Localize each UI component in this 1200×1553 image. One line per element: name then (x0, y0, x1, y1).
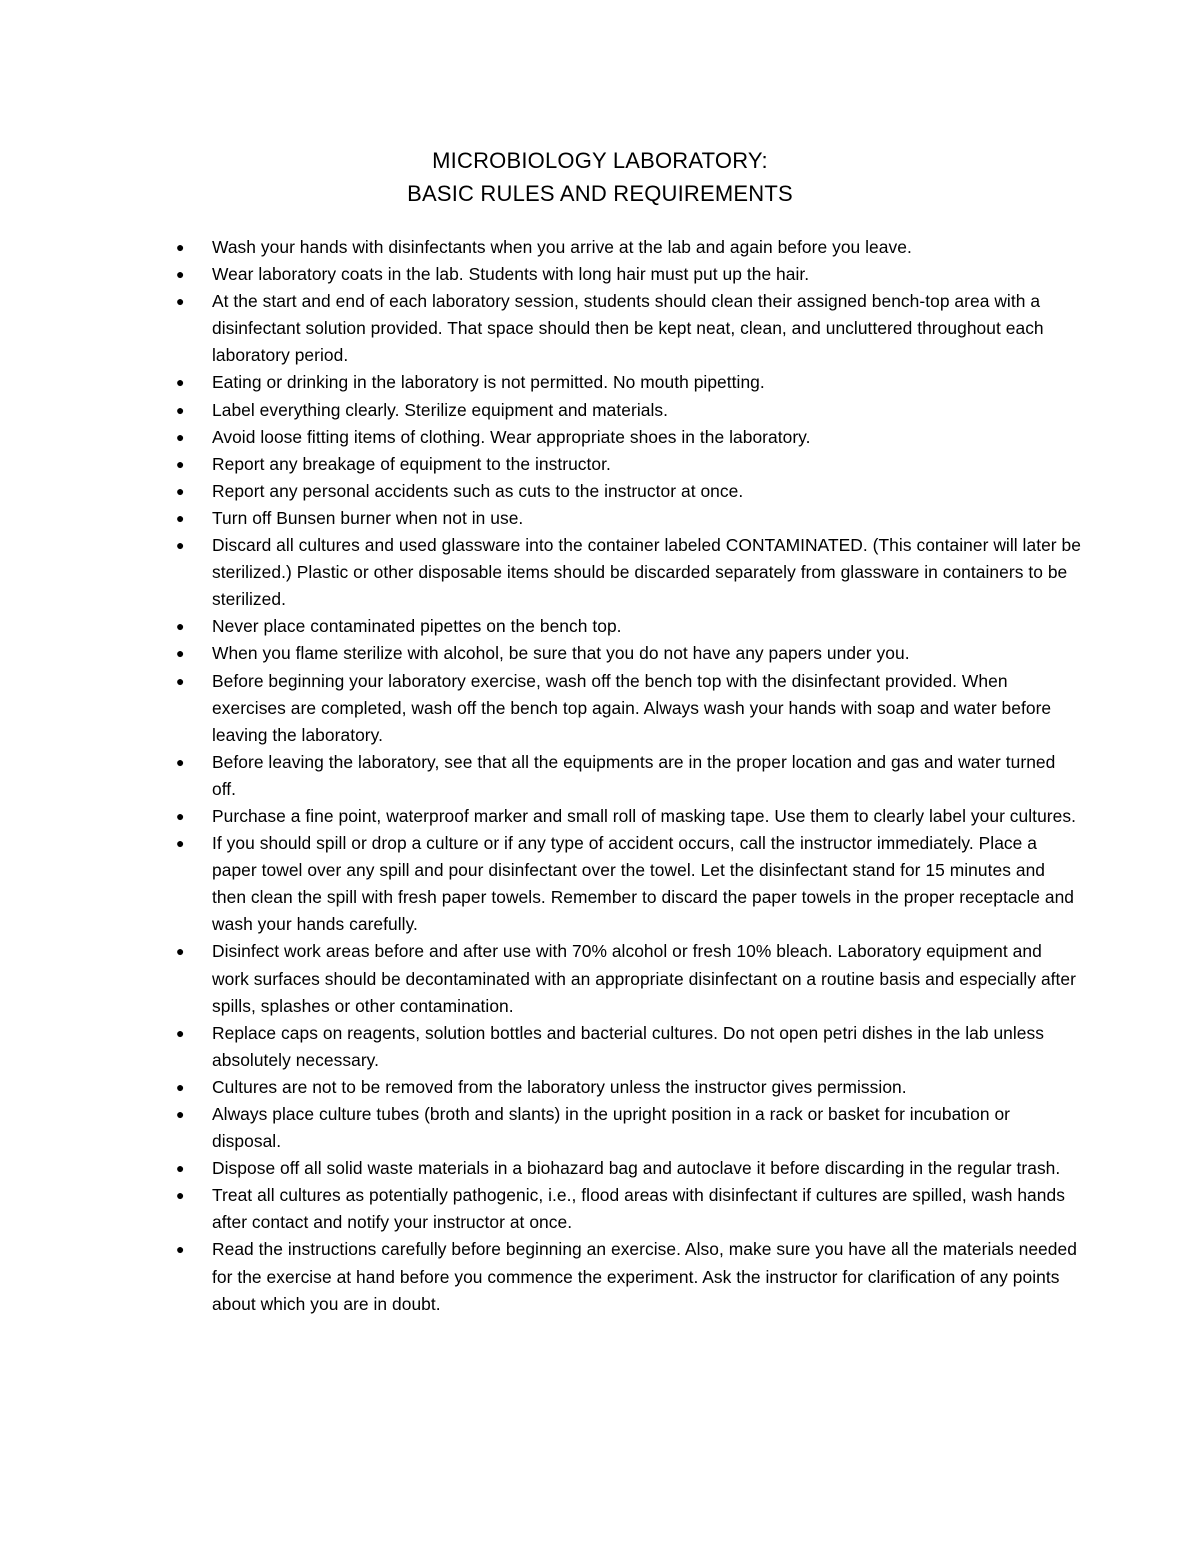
rule-text: Wash your hands with disinfectants when you arrive at the lab and again before you leave. (212, 237, 912, 257)
list-item (176, 1182, 1082, 1236)
rule-text: Treat all cultures as potentially pathogenic, i.e., flood areas with disinfectant if cultures are spilled, wash hands after contact and notify your instructor at once. (212, 1185, 1065, 1233)
list-item (176, 288, 1082, 369)
bullet-icon: ● (176, 266, 185, 283)
bullet-icon: ● (176, 1078, 185, 1095)
list-item (176, 532, 1082, 613)
bullet-icon: ● (176, 807, 185, 824)
rule-text: Report any breakage of equipment to the instructor. (212, 453, 611, 474)
bullet-icon: ● (176, 428, 185, 445)
rule-text: Avoid loose fitting items of clothing. Wear appropriate shoes in the laboratory. (212, 426, 811, 447)
list-item (176, 261, 1082, 288)
rule-text: Disinfect work areas before and after use with 70% alcohol or fresh 10% bleach. Laboratory equipment and work surfaces should be decontaminated with an appropriate disinfectant on a routine basis and especially after spills, splashes or other contamination. (212, 941, 1076, 1016)
rule-text: When you flame sterilize with alcohol, be sure that you do not have any papers under you. (212, 643, 910, 664)
bullet-icon: ● (176, 509, 185, 526)
rule-text: Turn off Bunsen burner when not in use. (212, 507, 524, 528)
list-item (176, 830, 1082, 938)
list-item (176, 424, 1082, 451)
document-title (0, 144, 1200, 210)
list-item (176, 369, 1082, 396)
bullet-icon: ● (176, 618, 185, 635)
rule-text: Replace caps on reagents, solution bottles and bacterial cultures. Do not open petri dishes in the lab unless absolutely necessary. (212, 1022, 1045, 1070)
bullet-icon: ● (176, 645, 185, 662)
rules-list (176, 234, 1082, 1318)
list-item (176, 451, 1082, 478)
bullet-icon: ● (176, 482, 185, 499)
rule-text: Cultures are not to be removed from the laboratory unless the instructor gives permission. (212, 1076, 907, 1097)
bullet-icon: ● (176, 835, 185, 852)
list-item (176, 1101, 1082, 1155)
rule-text: Read the instructions carefully before beginning an exercise. Also, make sure you have all the materials needed for the exercise at hand before you commence the experiment. Ask the instructor for clarification of any points about which you are in doubt. (212, 1239, 1077, 1314)
bullet-icon: ● (176, 239, 185, 255)
list-item (176, 640, 1082, 667)
rule-text: Never place contaminated pipettes on the bench top. (212, 616, 622, 637)
rule-text: Purchase a fine point, waterproof marker and small roll of masking tape. Use them to clearly label your cultures. (212, 805, 1076, 826)
rule-text: Report any personal accidents such as cuts to the instructor at once. (212, 480, 744, 501)
bullet-icon: ● (176, 1160, 185, 1177)
rule-text: Before leaving the laboratory, see that all the equipments are in the proper location and gas and water turned off. (212, 751, 1056, 799)
bullet-icon: ● (176, 1241, 185, 1258)
rule-text: Discard all cultures and used glassware into the container labeled CONTAMINATED. (This container will later be sterilized.) Plastic or other disposable items should be discarded separately from glassware in containers to be sterilized. (212, 535, 1081, 610)
rule-text: Dispose off all solid waste materials in a biohazard bag and autoclave it before discarding in the regular trash. (212, 1158, 1061, 1179)
list-item (176, 613, 1082, 640)
list-item (176, 1155, 1082, 1182)
list-item (176, 505, 1082, 532)
rule-text: Eating or drinking in the laboratory is not permitted. No mouth pipetting. (212, 372, 765, 393)
bullet-icon: ● (176, 1024, 185, 1041)
rule-text: If you should spill or drop a culture or if any type of accident occurs, call the instructor immediately. Place a paper towel over any spill and pour disinfectant over the towel. Let the disinfectant stand for 15 minutes and then clean the spill with fresh paper towels. Remember to discard the paper towels in the proper receptacle and wash your hands carefully. (212, 833, 1075, 935)
list-item (176, 803, 1082, 830)
list-item (176, 1020, 1082, 1074)
rule-text: At the start and end of each laboratory session, students should clean their assigned bench-top area with a disinfectant solution provided. That space should then be kept neat, clean, and uncluttered throughout each laboratory period. (212, 291, 1044, 366)
list-item (176, 234, 1082, 261)
rule-text: Label everything clearly. Sterilize equipment and materials. (212, 399, 669, 420)
list-item (176, 1236, 1082, 1317)
list-item (176, 1074, 1082, 1101)
bullet-icon: ● (176, 672, 185, 689)
title-line-1: MICROBIOLOGY LABORATORY: (432, 148, 768, 173)
bullet-icon: ● (176, 455, 185, 472)
list-item (176, 397, 1082, 424)
bullet-icon: ● (176, 1187, 185, 1204)
bullet-icon: ● (176, 293, 185, 310)
list-item (176, 749, 1082, 803)
bullet-icon: ● (176, 374, 185, 391)
rule-text: Always place culture tubes (broth and slants) in the upright position in a rack or basket for incubation or disposal. (212, 1104, 1011, 1152)
bullet-icon: ● (176, 401, 185, 418)
bullet-icon: ● (176, 943, 185, 960)
list-item (176, 938, 1082, 1019)
title-line-2: BASIC RULES AND REQUIREMENTS (407, 181, 793, 206)
bullet-icon: ● (176, 537, 185, 554)
list-item (176, 668, 1082, 749)
rule-text: Before beginning your laboratory exercise, wash off the bench top with the disinfectant provided. When exercises are completed, wash off the bench top again. Always wash your hands with soap and water before leaving the laboratory. (212, 670, 1052, 745)
bullet-icon: ● (176, 1106, 185, 1122)
bullet-icon: ● (176, 753, 185, 770)
list-item (176, 478, 1082, 505)
rule-text: Wear laboratory coats in the lab. Students with long hair must put up the hair. (212, 264, 810, 285)
